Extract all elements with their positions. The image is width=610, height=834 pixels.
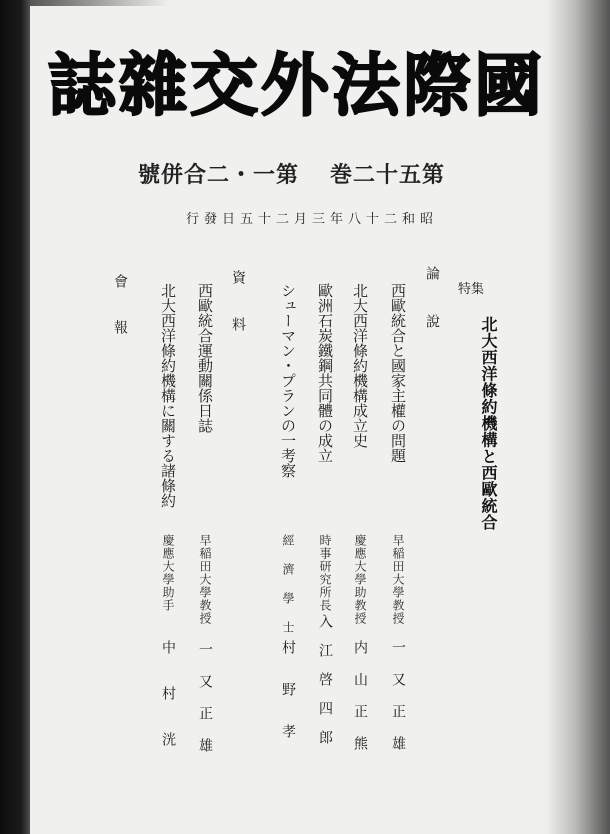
article-title: シューマン・プランの一考察 (279, 283, 297, 478)
author-name: 一又正雄 (197, 642, 213, 770)
issue-number: 號併合二・一第 (138, 162, 300, 188)
material-title: 北大西洋條約機構に關する諸條約 (159, 283, 177, 508)
author-name: 入江啓四郎 (317, 614, 333, 759)
feature-title: 北大西洋條約機構と西歐統合 (479, 316, 498, 531)
section-label-society-news: 會報 (112, 274, 128, 366)
author-affiliation: 慶應大學助教授 (353, 534, 367, 625)
article-title: 歐洲石炭鐵鋼共同體の成立 (316, 283, 334, 463)
article-title: 西歐統合と國家主權の問題 (389, 283, 407, 463)
article-title: 北大西洋條約機構成立史 (351, 283, 369, 448)
publication-date: 行發日五十二月三年八十二和昭 (186, 212, 439, 227)
author-name: 一又正雄 (390, 640, 406, 768)
author-affiliation: 慶應大學助手 (161, 534, 175, 612)
author-affiliation: 經濟學士 (281, 534, 295, 650)
author-affiliation: 時事研究所長 (318, 534, 332, 612)
section-label-materials: 資料 (230, 270, 246, 364)
scan-left-edge (0, 0, 30, 834)
journal-title: 誌雜交外法際國 (48, 46, 546, 126)
volume-number: 巻二十五第 (330, 162, 446, 188)
author-name: 村野孝 (280, 640, 296, 766)
author-name: 内山正熊 (352, 640, 368, 768)
feature-label: 特集 (458, 282, 485, 297)
author-affiliation: 早稲田大學教授 (198, 534, 212, 625)
section-label-articles: 論說 (424, 266, 440, 362)
scan-top-edge (30, 0, 170, 6)
author-name: 中村洸 (160, 640, 176, 778)
material-title: 西歐統合運動關係日誌 (196, 283, 214, 433)
scan-right-shadow (546, 0, 610, 834)
author-affiliation: 早稲田大學教授 (391, 534, 405, 625)
